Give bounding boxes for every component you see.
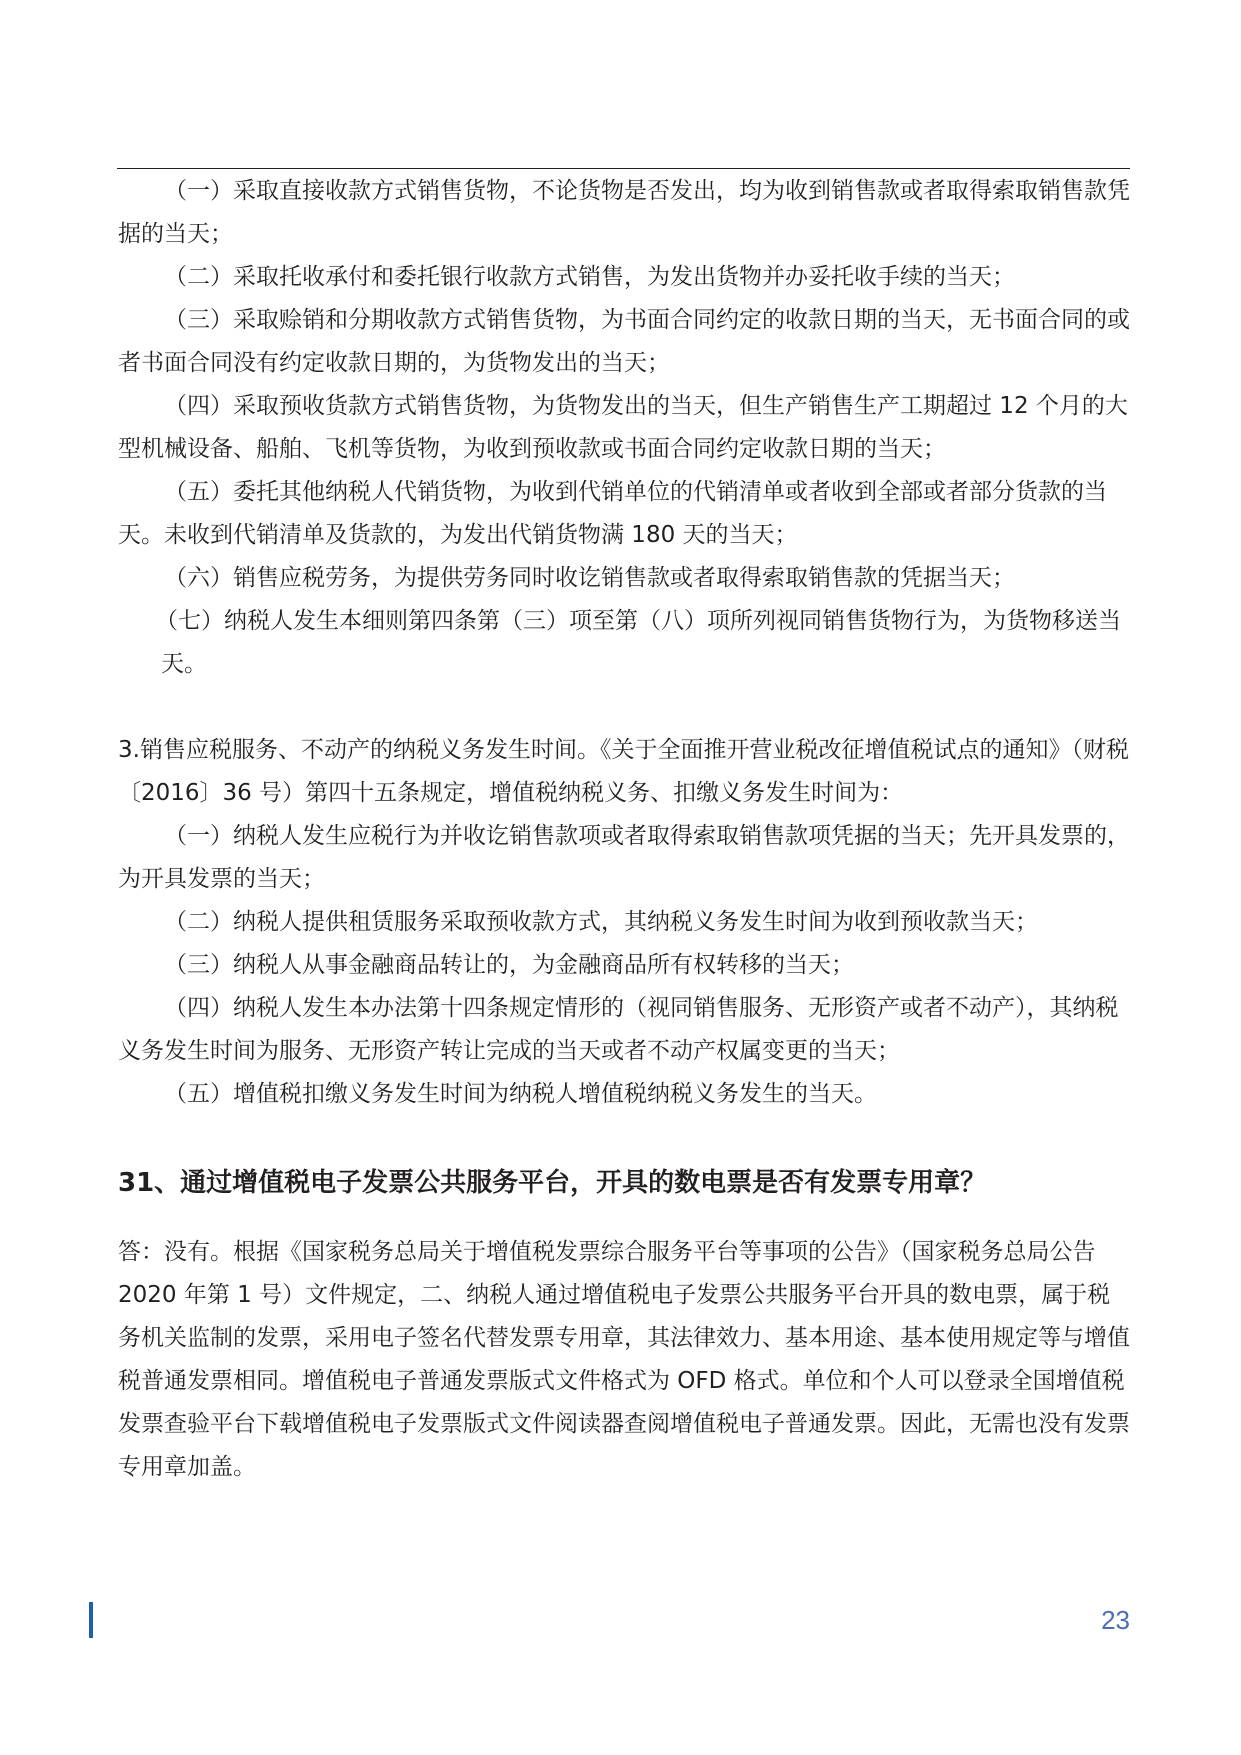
section3-intro: 3.销售应税服务、不动产的纳税义务发生时间。《关于全面推开营业税改征增值税试点的通知》（财税〔2016〕36 号）第四十五条规定，增值税纳税义务、扣缴义务发生时间为： bbox=[118, 737, 1129, 806]
paragraph-item-5: （五）委托其他纳税人代销货物，为收到代销单位的代销清单或者收到全部或者部分货款的当天。未收到代销清单及货款的，为发出代销货物满 180 天的当天； bbox=[118, 479, 1107, 548]
answer-paragraph: 答：没有。根据《国家税务总局关于增值税发票综合服务平台等事项的公告》（国家税务总局公告 2020 年第 1 号）文件规定，二、纳税人通过增值税电子发票公共服务平台开具的数电票，属于税务机关监制的发票，采用电子签名代替发票专用章，其法律效力、基本用途、基本使用规定等与增值税普通发票相同。增值税电子普通发票版式文件格式为 OFD 格式。单位和个人可以登录全国增值税发票查验平台下载增值税电子发票版式文件阅读器查阅增值税电子普通发票。因此，无需也没有发票专用章加盖。 bbox=[118, 1239, 1130, 1480]
header-rule bbox=[117, 168, 1130, 169]
section3-item-2: （二）纳税人提供租赁服务采取预收款方式，其纳税义务发生时间为收到预收款当天； bbox=[164, 909, 1038, 935]
paragraph-item-1: （一）采取直接收款方式销售货物，不论货物是否发出，均为收到销售款或者取得索取销售款凭据的当天； bbox=[118, 178, 1130, 247]
paragraph-item-3: （三）采取赊销和分期收款方式销售货物，为书面合同约定的收款日期的当天，无书面合同的或者书面合同没有约定收款日期的，为货物发出的当天； bbox=[118, 307, 1130, 376]
footer-accent-bar bbox=[89, 1602, 93, 1638]
page-content bbox=[118, 170, 1130, 1489]
paragraph-item-2: （二）采取托收承付和委托银行收款方式销售，为发出货物并办妥托收手续的当天； bbox=[164, 264, 1015, 290]
paragraph-item-4: （四）采取预收货款方式销售货物，为货物发出的当天，但生产销售生产工期超过 12 个月的大型机械设备、船舶、飞机等货物，为收到预收款或书面合同约定收款日期的当天； bbox=[118, 393, 1128, 462]
section3-item-3: （三）纳税人从事金融商品转让的，为金融商品所有权转移的当天； bbox=[164, 952, 854, 978]
page-number: 23 bbox=[1101, 1605, 1130, 1635]
paragraph-item-7: （七）纳税人发生本细则第四条第（三）项至第（八）项所列视同销售货物行为，为货物移送当天。 bbox=[155, 608, 1121, 677]
section3-item-1: （一）纳税人发生应税行为并收讫销售款项或者取得索取销售款项凭据的当天；先开具发票的，为开具发票的当天； bbox=[118, 823, 1130, 892]
section3-item-4: （四）纳税人发生本办法第十四条规定情形的（视同销售服务、无形资产或者不动产），其纳税义务发生时间为服务、无形资产转让完成的当天或者不动产权属变更的当天； bbox=[118, 995, 1119, 1064]
question-heading: 31、通过增值税电子发票公共服务平台，开具的数电票是否有发票专用章？ bbox=[118, 1168, 987, 1198]
paragraph-item-6: （六）销售应税劳务，为提供劳务同时收讫销售款或者取得索取销售款的凭据当天； bbox=[164, 565, 1015, 591]
section3-item-5: （五）增值税扣缴义务发生时间为纳税人增值税纳税义务发生的当天。 bbox=[164, 1081, 877, 1107]
